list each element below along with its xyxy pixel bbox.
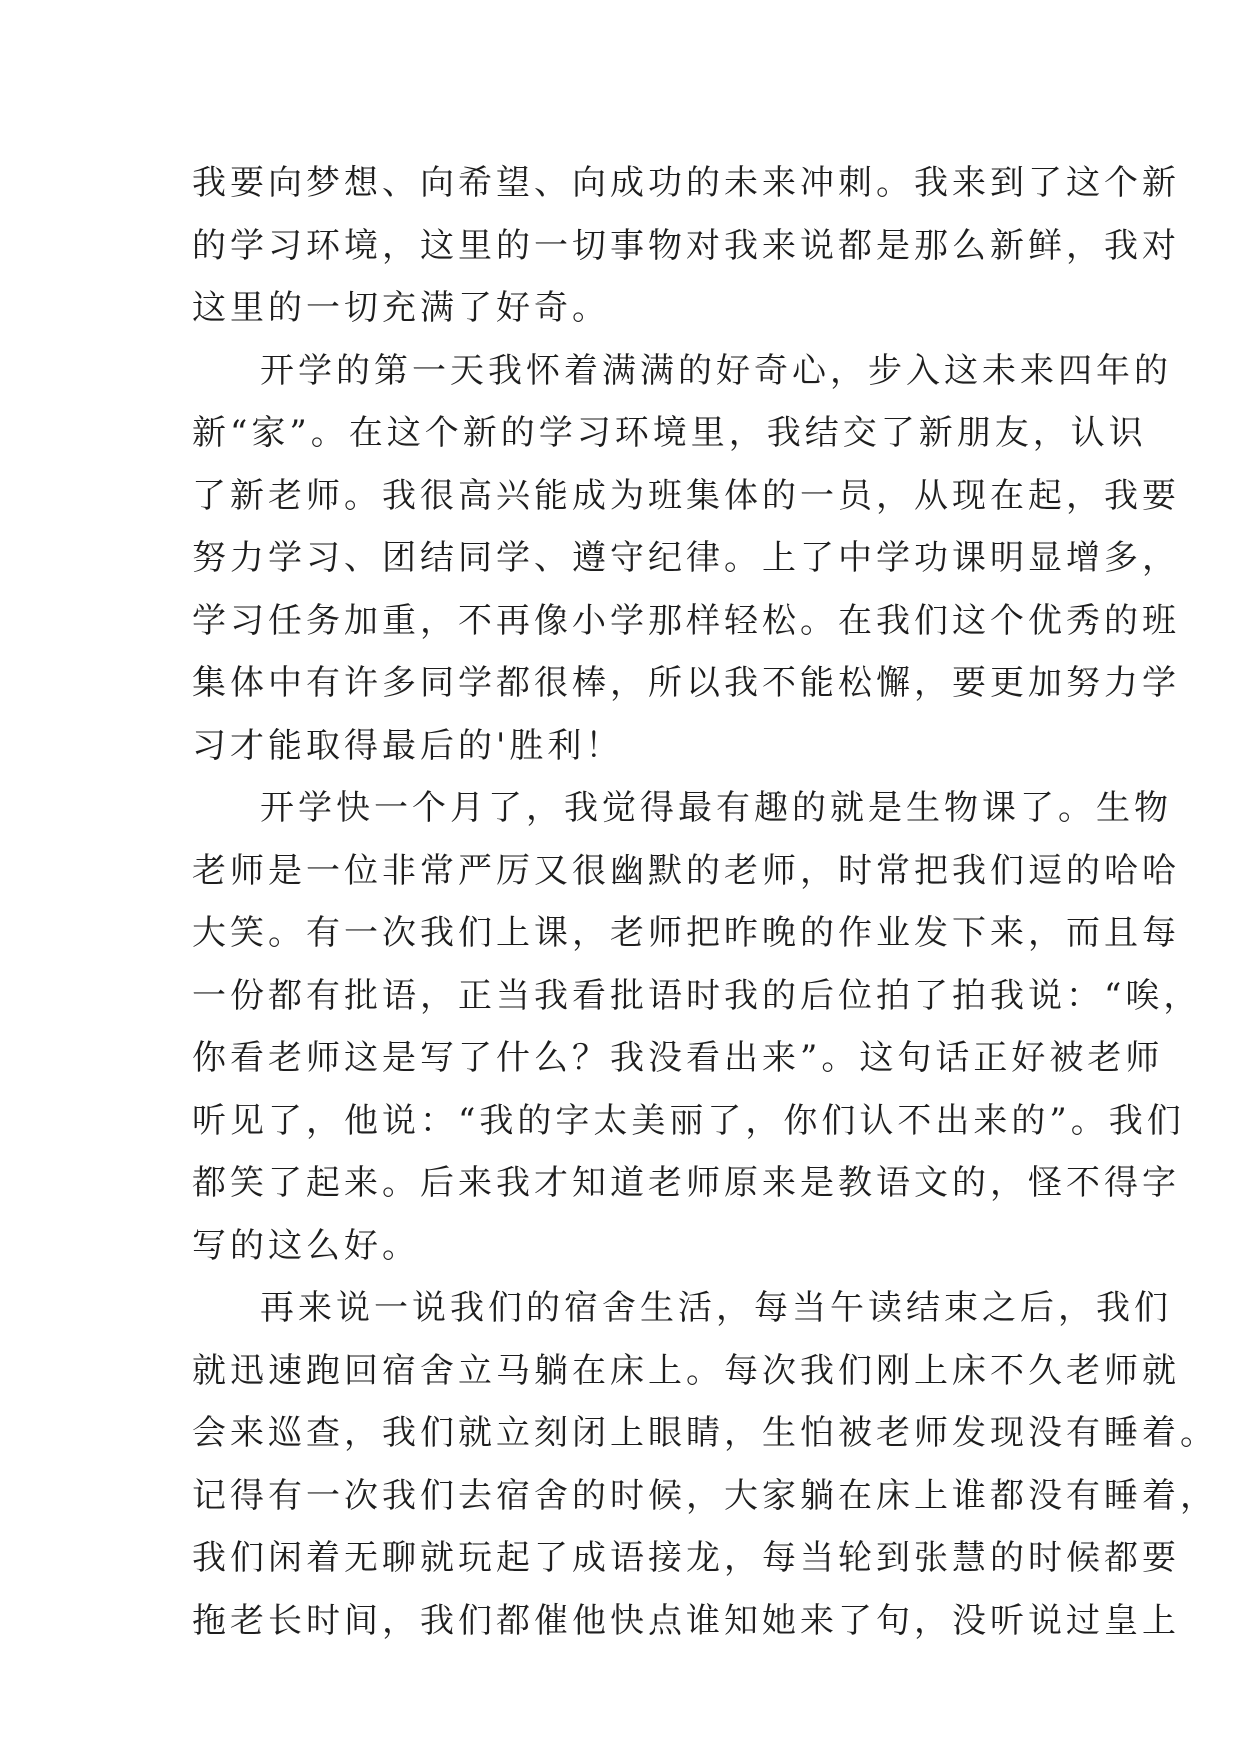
text-line: 这里的一切充满了好奇。	[192, 288, 610, 328]
paragraph-1	[192, 152, 1180, 340]
text-line: 你看老师这是写了什么？我没看出来”。这句话正好被老师	[192, 1038, 1164, 1078]
text-line: 大笑。有一次我们上课，老师把昨晚的作业发下来，而且每	[192, 913, 1180, 953]
text-line: 就迅速跑回宿舍立马躺在床上。每次我们刚上床不久老师就	[192, 1350, 1180, 1391]
text-line: 会来巡查，我们就立刻闭上眼睛，生怕被老师发现没有睡着。	[192, 1413, 1218, 1453]
paragraph-4	[192, 1277, 1218, 1652]
text-line: 老师是一位非常严厉又很幽默的老师，时常把我们逗的哈哈	[192, 850, 1180, 891]
text-line: 写的这么好。	[192, 1225, 420, 1266]
text-line: 了新老师。我很高兴能成为班集体的一员，从现在起，我要	[192, 475, 1180, 516]
text-line: 新“家”。在这个新的学习环境里，我结交了新朋友，认识	[192, 413, 1147, 453]
text-line: 一份都有批语，正当我看批语时我的后位拍了拍我说：“唉，	[192, 975, 1202, 1016]
text-line: 学习任务加重，不再像小学那样轻松。在我们这个优秀的班	[192, 600, 1180, 641]
paragraph-3	[192, 777, 1202, 1277]
text-line: 拖老长时间，我们都催他快点谁知她来了句，没听说过皇上	[192, 1600, 1180, 1641]
text-line: 开学快一个月了，我觉得最有趣的就是生物课了。生物	[260, 788, 1172, 828]
document-body	[192, 152, 1218, 1652]
text-line: 努力学习、团结同学、遵守纪律。上了中学功课明显增多，	[192, 538, 1180, 578]
text-line: 我们闲着无聊就玩起了成语接龙，每当轮到张慧的时候都要	[192, 1538, 1180, 1578]
text-line: 听见了，他说：“我的字太美丽了，你们认不出来的”。我们	[192, 1100, 1185, 1141]
text-line: 再来说一说我们的宿舍生活，每当午读结束之后，我们	[260, 1288, 1172, 1328]
text-line: 的学习环境，这里的一切事物对我来说都是那么新鲜，我对	[192, 225, 1180, 266]
text-line: 开学的第一天我怀着满满的好奇心，步入这未来四年的	[260, 350, 1172, 391]
text-line: 记得有一次我们去宿舍的时候，大家躺在床上谁都没有睡着，	[192, 1475, 1218, 1516]
text-line: 我要向梦想、向希望、向成功的未来冲刺。我来到了这个新	[192, 163, 1180, 203]
text-line: 习才能取得最后的'胜利！	[192, 725, 624, 766]
text-line: 集体中有许多同学都很棒，所以我不能松懈，要更加努力学	[192, 663, 1180, 703]
text-line: 都笑了起来。后来我才知道老师原来是教语文的，怪不得字	[192, 1163, 1180, 1203]
paragraph-2	[192, 340, 1180, 778]
